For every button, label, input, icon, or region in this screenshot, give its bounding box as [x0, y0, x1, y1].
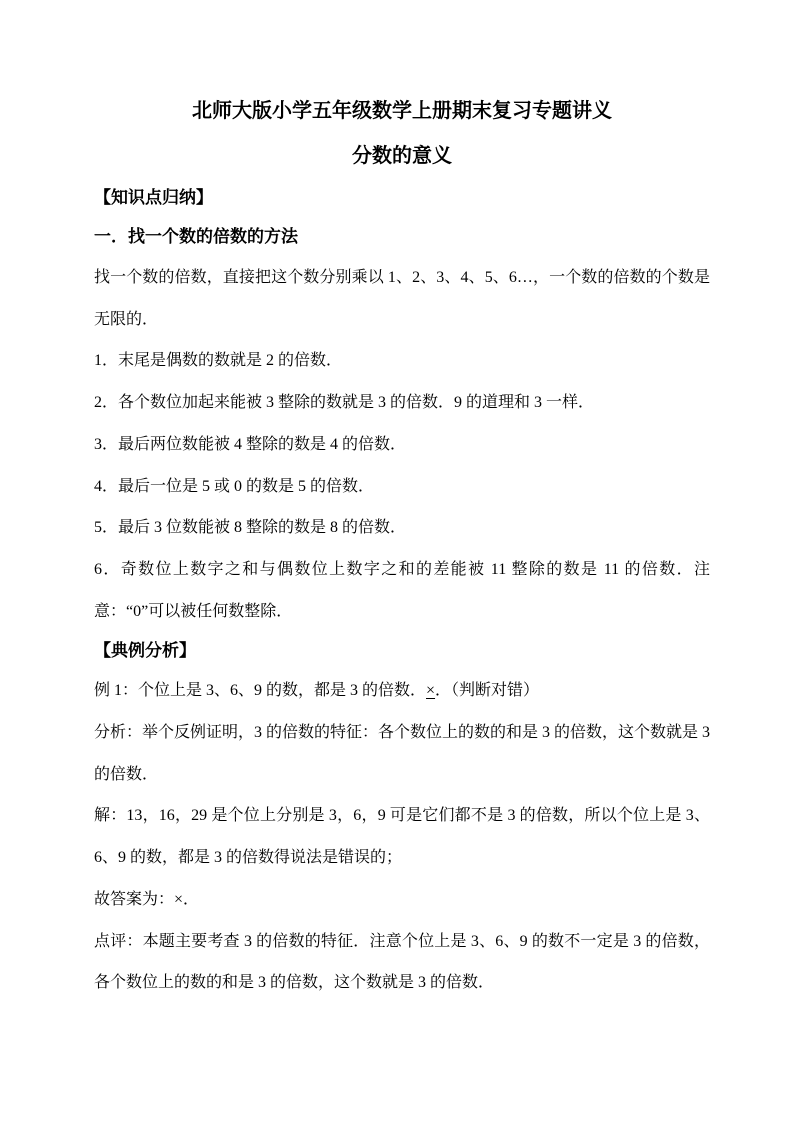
document-title: 北师大版小学五年级数学上册期末复习专题讲义	[192, 100, 612, 122]
rule-item-2: 2．各个数位加起来能被 3 整除的数就是 3 的倍数．9 的道理和 3 一样．	[94, 394, 595, 412]
solution-paragraph: 解：13，16，29 是个位上分别是 3，6，9 可是它们都不是 3 的倍数，所以个位上是 3、6、9 的数，都是 3 的倍数得说法是错误的；	[94, 807, 710, 867]
example-text-before: 例 1：个位上是 3、6、9 的数，都是 3 的倍数．	[94, 682, 427, 700]
rule-item-5: 5．最后 3 位数能被 8 整除的数是 8 的倍数．	[94, 519, 407, 537]
example-answer-mark: ×	[426, 682, 436, 700]
answer-paragraph: 故答案为：×．	[94, 890, 200, 908]
document-subtitle: 分数的意义	[352, 145, 452, 167]
rule-item-4: 4．最后一位是 5 或 0 的数是 5 的倍数．	[94, 477, 375, 495]
rule-item-6: 6．奇数位上数字之和与偶数位上数字之和的差能被 11 整除的数是 11 的倍数．注意：“0”可以被任何数整除．	[94, 560, 710, 620]
rule-item-3: 3．最后两位数能被 4 整除的数是 4 的倍数．	[94, 435, 407, 453]
comment-paragraph: 点评：本题主要考查 3 的倍数的特征．注意个位上是 3、6、9 的数不一定是 3 的倍数，各个数位上的数的和是 3 的倍数，这个数就是 3 的倍数．	[94, 932, 710, 992]
rule-item-1: 1．末尾是偶数的数就是 2 的倍数．	[94, 352, 343, 370]
example-text-after: ．（判断对错）	[435, 682, 540, 700]
analysis-paragraph: 分析：举个反例证明，3 的倍数的特征：各个数位上的数的和是 3 的倍数，这个数就是 3 的倍数．	[94, 724, 711, 783]
knowledge-intro-paragraph: 找一个数的倍数，直接把这个数分别乘以 1、2、3、4、5、6…，一个数的倍数的个数是无限的．	[94, 269, 710, 328]
knowledge-heading: 一．找一个数的倍数的方法	[94, 227, 298, 246]
example-section-header: 【典例分析】	[94, 641, 196, 661]
knowledge-section-header: 【知识点归纳】	[94, 188, 213, 207]
example-paragraph	[94, 670, 710, 712]
document-content	[94, 0, 710, 1004]
